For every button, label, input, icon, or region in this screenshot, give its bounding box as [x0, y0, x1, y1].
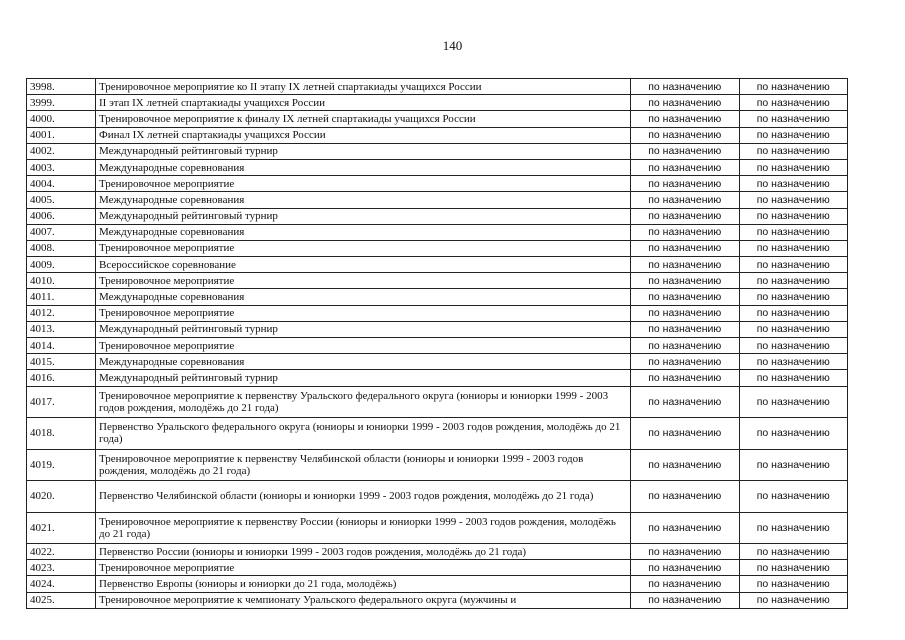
row-number-cell: 4000. — [27, 111, 96, 127]
assignment-cell-2: по назначению — [739, 481, 848, 513]
table-row — [27, 127, 848, 143]
event-name-cell: Первенство России (юниоры и юниорки 1999 - 2003 годов рождения, молодёжь до 21 года) — [96, 544, 631, 560]
assignment-cell-2: по назначению — [739, 240, 848, 256]
table-row — [27, 159, 848, 175]
row-number-cell: 4011. — [27, 289, 96, 305]
table-row — [27, 273, 848, 289]
table-row — [27, 208, 848, 224]
row-number-cell: 3998. — [27, 79, 96, 95]
event-name-cell: Тренировочное мероприятие — [96, 560, 631, 576]
event-name-cell: Международные соревнования — [96, 289, 631, 305]
assignment-cell-1: по назначению — [631, 512, 740, 544]
assignment-cell-1: по назначению — [631, 240, 740, 256]
table-row — [27, 449, 848, 481]
assignment-cell-2: по назначению — [739, 273, 848, 289]
assignment-cell-2: по назначению — [739, 321, 848, 337]
event-name-cell: Тренировочное мероприятие к финалу IX летней спартакиады учащихся России — [96, 111, 631, 127]
assignment-cell-2: по назначению — [739, 79, 848, 95]
table-row — [27, 305, 848, 321]
row-number-cell: 4003. — [27, 159, 96, 175]
assignment-cell-1: по назначению — [631, 576, 740, 592]
event-name-cell: Первенство Европы (юниоры и юниорки до 21 года, молодёжь) — [96, 576, 631, 592]
table-row — [27, 289, 848, 305]
row-number-cell: 4015. — [27, 354, 96, 370]
assignment-cell-1: по назначению — [631, 273, 740, 289]
page-number: 140 — [442, 38, 463, 53]
event-name-cell: Всероссийское соревнование — [96, 257, 631, 273]
row-number-cell: 4013. — [27, 321, 96, 337]
row-number-cell: 4016. — [27, 370, 96, 386]
assignment-cell-2: по назначению — [739, 143, 848, 159]
assignment-cell-2: по назначению — [739, 159, 848, 175]
table-row — [27, 576, 848, 592]
event-name-cell: Тренировочное мероприятие ко II этапу IX летней спартакиады учащихся России — [96, 79, 631, 95]
row-number-cell: 4022. — [27, 544, 96, 560]
assignment-cell-2: по назначению — [739, 449, 848, 481]
row-number-cell: 4009. — [27, 257, 96, 273]
table-row — [27, 418, 848, 450]
table-row — [27, 338, 848, 354]
table-body — [27, 79, 848, 609]
event-name-cell: Первенство Челябинской области (юниоры и юниорки 1999 - 2003 годов рождения, молодёжь до 21 года) — [96, 481, 631, 513]
assignment-cell-2: по назначению — [739, 127, 848, 143]
event-name-cell: Международный рейтинговый турнир — [96, 208, 631, 224]
assignment-cell-2: по назначению — [739, 111, 848, 127]
event-name-cell: Первенство Уральского федерального округа (юниоры и юниорки 1999 - 2003 годов рождения, молодёжь до 21 года) — [96, 418, 631, 450]
assignment-cell-1: по назначению — [631, 481, 740, 513]
table-row — [27, 386, 848, 418]
event-name-cell: Международный рейтинговый турнир — [96, 143, 631, 159]
table-row — [27, 257, 848, 273]
event-name-cell: Тренировочное мероприятие — [96, 273, 631, 289]
row-number-cell: 4024. — [27, 576, 96, 592]
row-number-cell: 4010. — [27, 273, 96, 289]
table-row — [27, 512, 848, 544]
events-table — [26, 78, 848, 609]
assignment-cell-2: по назначению — [739, 512, 848, 544]
assignment-cell-2: по назначению — [739, 418, 848, 450]
row-number-cell: 4017. — [27, 386, 96, 418]
assignment-cell-1: по назначению — [631, 127, 740, 143]
assignment-cell-2: по назначению — [739, 370, 848, 386]
event-name-cell: Международные соревнования — [96, 159, 631, 175]
event-name-cell: Международные соревнования — [96, 354, 631, 370]
event-name-cell: Тренировочное мероприятие к первенству Уральского федерального округа (юниоры и юниорки 1999 - 2003 годов рождения, молодёжь до 21 года) — [96, 386, 631, 418]
assignment-cell-1: по назначению — [631, 560, 740, 576]
assignment-cell-2: по назначению — [739, 289, 848, 305]
row-number-cell: 4008. — [27, 240, 96, 256]
event-name-cell: Международный рейтинговый турнир — [96, 321, 631, 337]
table-row — [27, 481, 848, 513]
row-number-cell: 4021. — [27, 512, 96, 544]
assignment-cell-2: по назначению — [739, 560, 848, 576]
table-row — [27, 370, 848, 386]
assignment-cell-2: по назначению — [739, 592, 848, 608]
assignment-cell-1: по назначению — [631, 338, 740, 354]
assignment-cell-1: по назначению — [631, 370, 740, 386]
event-name-cell: II этап IX летней спартакиады учащихся России — [96, 95, 631, 111]
table-row — [27, 354, 848, 370]
event-name-cell: Международные соревнования — [96, 224, 631, 240]
assignment-cell-2: по назначению — [739, 386, 848, 418]
row-number-cell: 4002. — [27, 143, 96, 159]
assignment-cell-1: по назначению — [631, 224, 740, 240]
assignment-cell-2: по назначению — [739, 208, 848, 224]
assignment-cell-1: по назначению — [631, 176, 740, 192]
table-row — [27, 544, 848, 560]
table-row — [27, 143, 848, 159]
assignment-cell-1: по назначению — [631, 354, 740, 370]
assignment-cell-2: по назначению — [739, 224, 848, 240]
assignment-cell-1: по назначению — [631, 159, 740, 175]
table-row — [27, 192, 848, 208]
row-number-cell: 4014. — [27, 338, 96, 354]
table-row — [27, 321, 848, 337]
assignment-cell-2: по назначению — [739, 305, 848, 321]
assignment-cell-1: по назначению — [631, 418, 740, 450]
row-number-cell: 4019. — [27, 449, 96, 481]
assignment-cell-1: по назначению — [631, 111, 740, 127]
row-number-cell: 4004. — [27, 176, 96, 192]
event-name-cell: Тренировочное мероприятие к первенству Челябинской области (юниоры и юниорки 1999 - 2003 годов рождения, молодёжь до 21 года) — [96, 449, 631, 481]
row-number-cell: 3999. — [27, 95, 96, 111]
event-name-cell: Финал IX летней спартакиады учащихся России — [96, 127, 631, 143]
event-name-cell: Международный рейтинговый турнир — [96, 370, 631, 386]
assignment-cell-1: по назначению — [631, 79, 740, 95]
assignment-cell-1: по назначению — [631, 321, 740, 337]
table-row — [27, 240, 848, 256]
row-number-cell: 4023. — [27, 560, 96, 576]
assignment-cell-2: по назначению — [739, 95, 848, 111]
event-name-cell: Международные соревнования — [96, 192, 631, 208]
event-name-cell: Тренировочное мероприятие к первенству России (юниоры и юниорки 1999 - 2003 годов рождения, молодёжь до 21 года) — [96, 512, 631, 544]
event-name-cell: Тренировочное мероприятие — [96, 338, 631, 354]
row-number-cell: 4001. — [27, 127, 96, 143]
assignment-cell-2: по назначению — [739, 192, 848, 208]
event-name-cell: Тренировочное мероприятие к чемпионату Уральского федерального округа (мужчины и — [96, 592, 631, 608]
table-row — [27, 560, 848, 576]
event-name-cell: Тренировочное мероприятие — [96, 305, 631, 321]
table-row — [27, 176, 848, 192]
table-row — [27, 111, 848, 127]
assignment-cell-1: по назначению — [631, 143, 740, 159]
assignment-cell-2: по назначению — [739, 544, 848, 560]
event-name-cell: Тренировочное мероприятие — [96, 240, 631, 256]
table-row — [27, 95, 848, 111]
row-number-cell: 4018. — [27, 418, 96, 450]
row-number-cell: 4020. — [27, 481, 96, 513]
assignment-cell-1: по назначению — [631, 257, 740, 273]
assignment-cell-1: по назначению — [631, 305, 740, 321]
assignment-cell-1: по назначению — [631, 208, 740, 224]
assignment-cell-1: по назначению — [631, 592, 740, 608]
assignment-cell-1: по назначению — [631, 386, 740, 418]
event-name-cell: Тренировочное мероприятие — [96, 176, 631, 192]
assignment-cell-1: по назначению — [631, 289, 740, 305]
row-number-cell: 4007. — [27, 224, 96, 240]
assignment-cell-1: по назначению — [631, 449, 740, 481]
assignment-cell-1: по назначению — [631, 192, 740, 208]
assignment-cell-2: по назначению — [739, 354, 848, 370]
assignment-cell-2: по назначению — [739, 176, 848, 192]
row-number-cell: 4025. — [27, 592, 96, 608]
assignment-cell-1: по назначению — [631, 95, 740, 111]
assignment-cell-2: по назначению — [739, 576, 848, 592]
row-number-cell: 4006. — [27, 208, 96, 224]
table-row — [27, 79, 848, 95]
table-row — [27, 592, 848, 608]
assignment-cell-2: по назначению — [739, 257, 848, 273]
assignment-cell-2: по назначению — [739, 338, 848, 354]
row-number-cell: 4012. — [27, 305, 96, 321]
row-number-cell: 4005. — [27, 192, 96, 208]
table-row — [27, 224, 848, 240]
assignment-cell-1: по назначению — [631, 544, 740, 560]
